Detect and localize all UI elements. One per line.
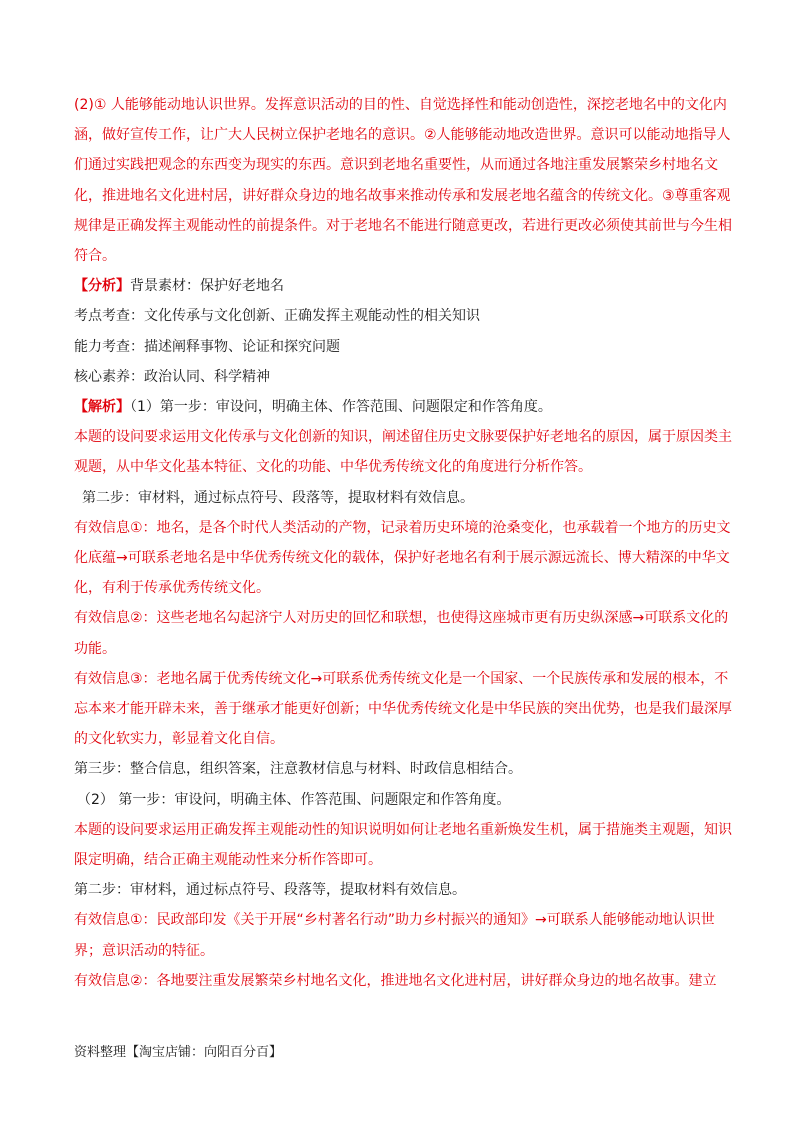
page-footer: 资料整理【淘宝店铺：向阳百分百】 xyxy=(74,1045,283,1060)
question2-step1: （2） 第一步：审设问，明确主体、作答范围、问题限定和作答角度。 xyxy=(77,791,511,808)
jiexi-line xyxy=(74,392,734,422)
analysis-text: 背景素材：保护好老地名 xyxy=(130,278,284,295)
question1-info2: 有效信息②：这些老地名勾起济宁人对历史的回忆和联想，也使得这座城市更有历史纵深感→可联系文化的功能。 xyxy=(74,610,729,657)
kaodian-line: 考点考查：文化传承与文化创新、正确发挥主观能动性的相关知识 xyxy=(74,308,480,325)
analysis-tag: 【分析】 xyxy=(74,278,130,295)
question1-analysis: 本题的设问要求运用文化传承与文化创新的知识，阐述留住历史文脉要保护好老地名的原因，属于原因类主观题，从中华文化基本特征、文化的功能、中华优秀传统文化的角度进行分析作答。 xyxy=(74,429,732,476)
suyang-line: 核心素养：政治认同、科学精神 xyxy=(74,368,270,385)
question2-info2: 有效信息②：各地要注重发展繁荣乡村地名文化，推进地名文化进村居，讲好群众身边的地名故事。建立 xyxy=(74,972,717,989)
question1-info1: 有效信息①：地名，是各个时代人类活动的产物，记录着历史环境的沧桑变化，也承载着一个地方的历史文化底蕴→可联系老地名是中华优秀传统文化的载体，保护好老地名有利于展示源远流长、博大精深的中华文化，有利于传承优秀传统文化。 xyxy=(74,519,731,597)
question2-step2: 第二步：审材料，通过标点符号、段落等，提取材料有效信息。 xyxy=(74,882,466,899)
document-body xyxy=(74,90,734,996)
answer-part-2: (2)① 人能够能动地认识世界。发挥意识活动的目的性、自觉选择性和能动创造性，深挖老地名中的文化内涵，做好宣传工作，让广大人民树立保护老地名的意识。②人能够能动地改造世界。意识可以能动地指导人们通过实践把观念的东西变为现实的东西。意识到老地名重要性，从而通过各地注重发展繁荣乡村地名文化，推进地名文化进村居，讲好群众身边的地名故事来推动传承和发展老地名蕴含的传统文化。③尊重客观规律是正确发挥主观能动性的前提条件。对于老地名不能进行随意更改，若进行更改必须使其前世与今生相符合。 xyxy=(74,97,732,265)
question2-analysis: 本题的设问要求运用正确发挥主观能动性的知识说明如何让老地名重新焕发生机，属于措施类主观题，知识限定明确，结合正确主观能动性来分析作答即可。 xyxy=(74,821,732,869)
nengli-line: 能力考查：描述阐释事物、论证和探究问题 xyxy=(74,338,340,355)
jiexi-text: （1）第一步：审设问，明确主体、作答范围、问题限定和作答角度。 xyxy=(130,399,552,416)
analysis-line xyxy=(74,271,734,301)
question1-step2: 第二步：审材料，通过标点符号、段落等，提取材料有效信息。 xyxy=(82,489,474,506)
question2-info1: 有效信息①：民政部印发《关于开展“乡村著名行动”助力乡村振兴的通知》→可联系人能够能动地认识世界；意识活动的特征。 xyxy=(74,912,715,959)
question1-info3: 有效信息③：老地名属于优秀传统文化→可联系优秀传统文化是一个国家、一个民族传承和发展的根本，不忘本来才能开辟未来，善于继承才能更好创新；中华优秀传统文化是中华民族的突出优势，也是我们最深厚的文化软实力，彰显着文化自信。 xyxy=(74,670,732,748)
question1-step3: 第三步：整合信息，组织答案，注意教材信息与材料、时政信息相结合。 xyxy=(74,761,522,778)
jiexi-tag: 【解析】 xyxy=(74,399,130,416)
